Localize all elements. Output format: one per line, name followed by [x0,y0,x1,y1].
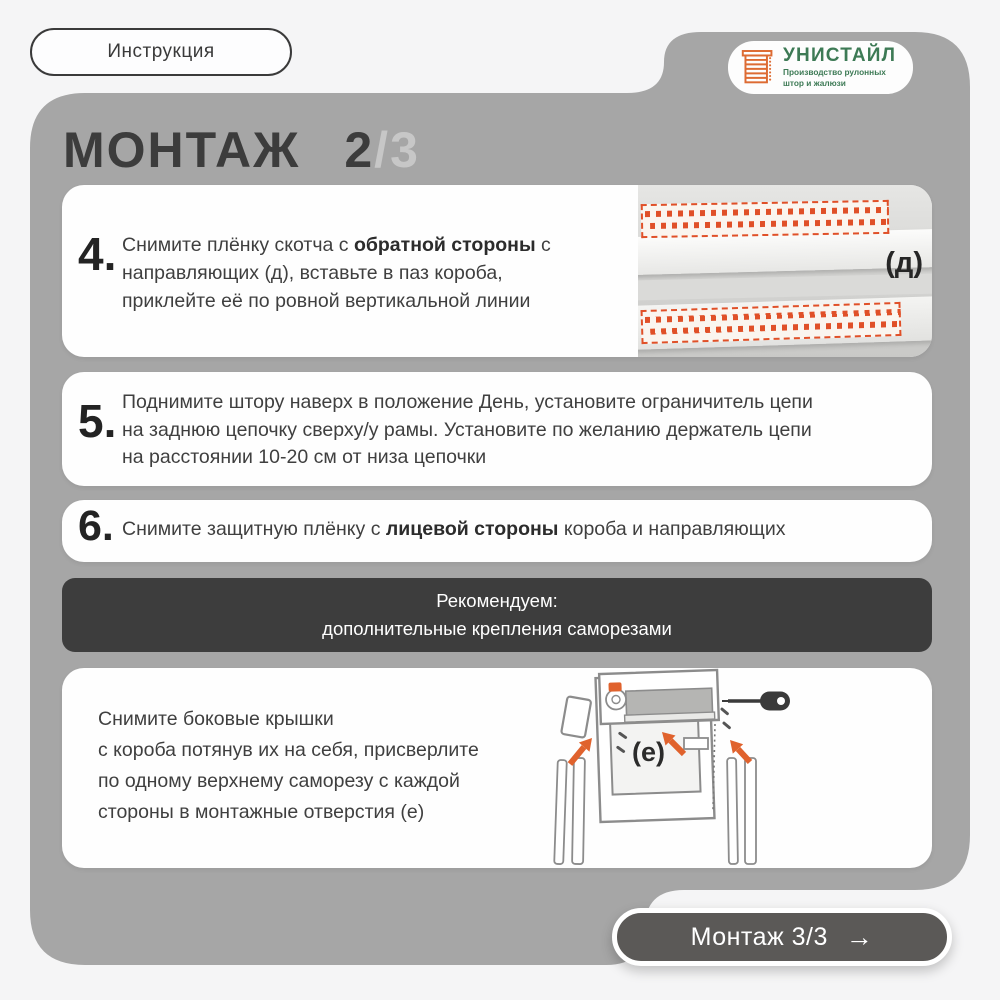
step-card-4 [62,185,932,357]
step-card-5 [62,372,932,486]
page-indicator-rest [374,122,420,178]
brand-text-block [783,46,896,89]
next-step-label: Монтаж 3/3 [690,922,828,951]
mounting-diagram [532,668,932,868]
brand-tagline [783,67,896,89]
final-step-card [62,668,932,868]
side-cap [561,696,591,738]
tape-strip [641,200,890,238]
photo-label: (д) [885,247,923,279]
screwdriver-icon [722,692,790,711]
step-card-6 [62,500,932,562]
page-indicator-total: 3 [390,122,420,178]
page-indicator-current: 2 [344,122,375,178]
step-5-line3: на расстоянии 10-20 см от низа цепочки [122,446,487,468]
final-step-line2: с короба потянув их на себя, присверлите [98,739,479,761]
page-indicator-divider: / [374,122,391,178]
chain-holder [684,738,708,749]
step-4-line1: Снимите плёнку скотча с обратной стороны с [122,234,551,256]
step-5-line2: на заднюю цепочку сверху/у рамы. Установите по желанию держатель цепи [122,418,812,441]
final-step-line4: стороны в монтажные отверстия (е) [98,801,425,823]
rails-photo [638,185,932,357]
instruction-badge-label: Инструкция [107,41,215,62]
brand-logo [728,41,913,94]
brand-name: УНИСТАЙЛ [783,45,897,67]
next-step-button[interactable] [612,908,952,966]
recommendation-text: дополнительные крепления саморезами [322,618,672,639]
step-4-number: 4. [78,228,117,280]
step-4-line2: направляющих (д), вставьте в паз короба, [122,262,503,284]
step-5-number: 5. [78,395,117,447]
page-title-text: МОНТАЖ [63,122,301,178]
brand-tagline-line1: Производство рулонных [783,67,886,78]
step-4-line3: приклейте её по ровной вертикальной линии [122,290,531,312]
bracket-clip [608,682,621,691]
instruction-badge[interactable] [30,28,292,76]
page-title [63,121,420,179]
brand-tagline-line2: штор и жалюзи [783,78,846,88]
step-5-text [122,389,813,472]
arrow-right-icon: → [845,921,874,952]
recommendation-banner [62,578,932,652]
roller-blind-icon [741,49,775,87]
final-step-text [98,704,479,828]
diagram-label: (е) [632,737,665,767]
roller-box [599,670,719,724]
recommendation-title: Рекомендуем: [436,589,558,611]
final-step-line1: Снимите боковые крышки [98,708,334,730]
step-4-text [122,231,551,315]
final-step-line3: по одному верхнему саморезу с каждой [98,770,460,792]
step-6-line1: Снимите защитную плёнку с лицевой стороны короба и направляющих [122,518,786,540]
step-6-number: 6. [78,502,114,550]
step-5-line1: Поднимите штору наверх в положение День, установите ограничитель цепи [122,391,813,413]
step-6-text [122,518,785,541]
